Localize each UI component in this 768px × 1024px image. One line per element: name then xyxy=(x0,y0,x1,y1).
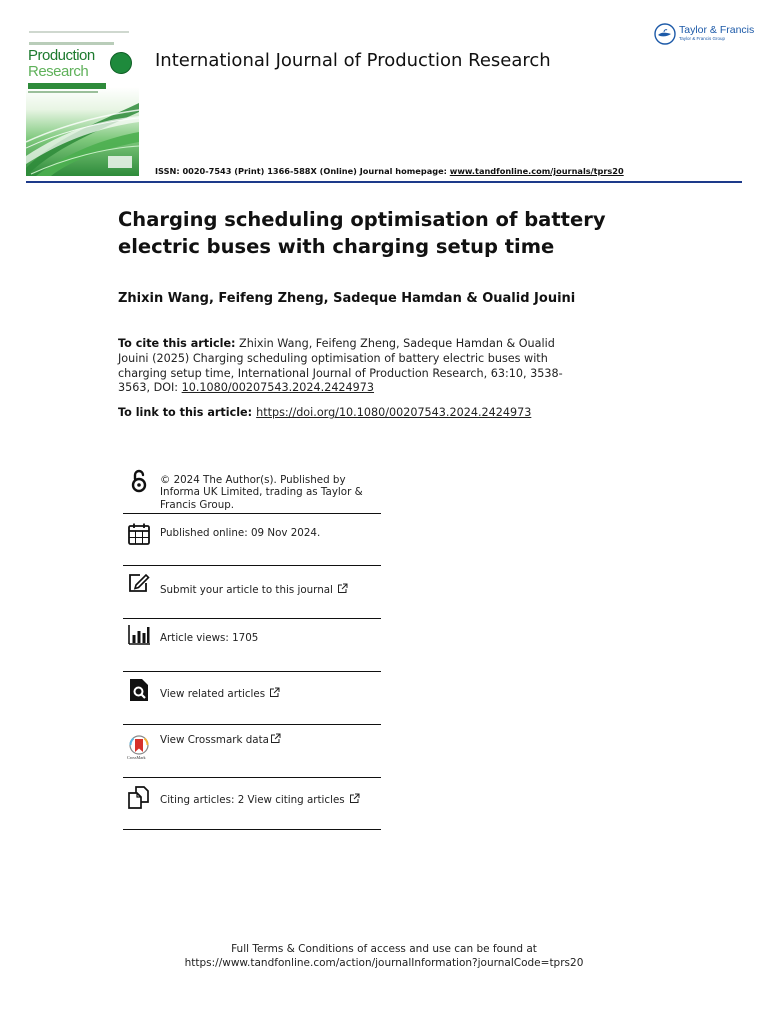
article-link-line xyxy=(118,406,531,419)
info-item-text: View related articles xyxy=(160,688,266,700)
journal-cover-image xyxy=(26,28,139,176)
journal-title: International Journal of Production Research xyxy=(155,50,551,71)
issn-text: ISSN: 0020-7543 (Print) 1366-588X (Online) Journal homepage: xyxy=(155,166,450,176)
info-item-text: Submit your article to this journal xyxy=(160,584,333,596)
article-title: Charging scheduling optimisation of battery electric buses with charging setup time xyxy=(118,208,606,258)
info-divider xyxy=(123,565,381,566)
footer-terms-link[interactable]: https://www.tandfonline.com/action/journalInformation?journalCode=tprs20 xyxy=(184,957,584,969)
external-link-icon xyxy=(270,733,281,744)
publisher-logo[interactable] xyxy=(654,22,755,48)
info-divider xyxy=(123,724,381,725)
info-divider xyxy=(123,618,381,619)
cover-seal-icon xyxy=(110,52,132,74)
info-divider xyxy=(123,513,381,514)
citing-articles-icon xyxy=(126,784,152,810)
article-doi-link[interactable]: https://doi.org/10.1080/00207543.2024.2424973 xyxy=(256,406,532,419)
cover-title-line2: Research xyxy=(28,63,89,80)
cite-doi-link[interactable]: 10.1080/00207543.2024.2424973 xyxy=(181,381,375,395)
cover-title-line1: Production xyxy=(28,47,95,64)
footer-line-1: Full Terms & Conditions of access and use can be found at xyxy=(231,943,537,955)
info-item-text: © 2024 The Author(s). Published by Informa UK Limited, trading as Taylor & Francis Group. xyxy=(160,474,363,511)
cite-text: Zhixin Wang, Feifeng Zheng, Sadeque Hamdan & Oualid Jouini (2025) Charging scheduling optimisation of battery electric buses with charging setup time, International Journal of Production Research, 63:10, 3538-3563, DOI: xyxy=(118,337,563,395)
journal-homepage-link[interactable]: www.tandfonline.com/journals/tprs20 xyxy=(449,166,624,176)
publisher-group: Taylor & Francis Group xyxy=(679,36,726,41)
taylor-francis-lamp-icon xyxy=(654,23,676,45)
info-item-link[interactable] xyxy=(160,687,384,700)
header-divider xyxy=(26,181,742,183)
info-item-text: Article views: 1705 xyxy=(160,632,259,644)
info-item-text: View Crossmark data xyxy=(160,734,269,746)
cover-wave-graphic xyxy=(26,98,139,176)
info-item-link[interactable] xyxy=(160,733,384,746)
external-link-icon xyxy=(269,687,280,698)
info-item-link[interactable] xyxy=(160,583,384,596)
crossmark-badge xyxy=(126,735,152,761)
terms-footer xyxy=(0,942,768,970)
publisher-name: Taylor & Francis xyxy=(679,24,755,36)
link-label: To link to this article: xyxy=(118,406,253,419)
info-item-link[interactable] xyxy=(160,793,384,806)
issn-line xyxy=(155,166,624,176)
info-divider xyxy=(123,777,381,778)
edit-icon xyxy=(126,570,152,596)
citation-block xyxy=(118,337,588,396)
cite-label: To cite this article: xyxy=(118,337,236,350)
info-divider xyxy=(123,829,381,830)
info-item-text: Citing articles: 2 View citing articles xyxy=(160,794,345,806)
bar-chart-icon xyxy=(126,622,152,648)
external-link-icon xyxy=(349,793,360,804)
crossmark-icon xyxy=(126,735,152,757)
crossmark-badge-label: CrossMark xyxy=(127,755,146,760)
info-divider xyxy=(123,671,381,672)
calendar-icon xyxy=(126,521,152,547)
article-authors: Zhixin Wang, Feifeng Zheng, Sadeque Hamdan & Oualid Jouini xyxy=(118,291,576,306)
info-item-text: Published online: 09 Nov 2024. xyxy=(160,527,321,539)
external-link-icon xyxy=(337,583,348,594)
open-access-icon xyxy=(126,468,152,494)
document-search-icon xyxy=(126,677,152,703)
